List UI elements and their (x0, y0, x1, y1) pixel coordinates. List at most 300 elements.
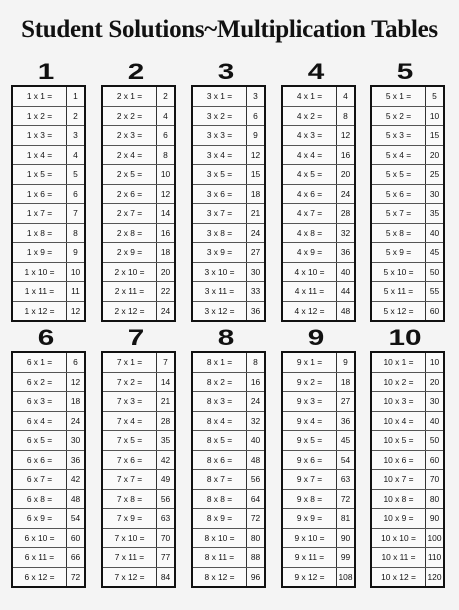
answer-cell: 70 (157, 528, 176, 548)
equation-cell: 2 x 11 = (102, 282, 157, 302)
answer-cell: 50 (426, 262, 445, 282)
table-row (282, 450, 355, 470)
times-table-6 (11, 327, 81, 588)
equation-cell: 3 x 6 = (192, 184, 247, 204)
table-row (282, 145, 355, 165)
equation-cell: 2 x 9 = (102, 243, 157, 263)
equation-cell: 4 x 11 = (282, 282, 337, 302)
equation-cell: 2 x 10 = (102, 262, 157, 282)
table-row (371, 243, 444, 263)
equation-cell: 6 x 12 = (12, 567, 67, 587)
table-row (102, 509, 175, 529)
answer-cell: 60 (67, 528, 86, 548)
answer-cell: 20 (157, 262, 176, 282)
equation-cell: 3 x 5 = (192, 165, 247, 185)
table-row (282, 489, 355, 509)
table-heading-number: 2 (127, 59, 145, 84)
equation-cell: 6 x 11 = (12, 548, 67, 568)
equation-cell: 7 x 12 = (102, 567, 157, 587)
equation-cell: 4 x 6 = (282, 184, 337, 204)
equation-cell: 9 x 10 = (282, 528, 337, 548)
answer-cell: 28 (157, 411, 176, 431)
equation-cell: 7 x 8 = (102, 489, 157, 509)
equation-cell: 5 x 5 = (371, 165, 426, 185)
table-row (371, 411, 444, 431)
answer-cell: 48 (247, 450, 266, 470)
equation-cell: 5 x 9 = (371, 243, 426, 263)
table-row (282, 126, 355, 146)
answer-cell: 110 (426, 548, 445, 568)
answer-cell: 88 (247, 548, 266, 568)
equation-cell: 1 x 8 = (12, 223, 67, 243)
table-row (12, 262, 85, 282)
equation-cell: 6 x 10 = (12, 528, 67, 548)
table-row (371, 450, 444, 470)
answer-cell: 48 (340, 305, 351, 316)
answer-cell: 9 (337, 352, 356, 372)
table-row (282, 262, 355, 282)
table-row (282, 548, 355, 568)
equation-cell: 9 x 5 = (282, 431, 337, 451)
equation-cell: 2 x 2 = (102, 106, 157, 126)
equation-cell: 8 x 12 = (192, 567, 247, 587)
equation-cell: 6 x 7 = (12, 470, 67, 490)
table-row (371, 352, 444, 372)
equation-cell: 5 x 4 = (371, 145, 426, 165)
equation-cell: 2 x 8 = (102, 223, 157, 243)
table-heading-number: 5 (396, 59, 414, 84)
answer-cell: 6 (247, 106, 266, 126)
table-row (371, 548, 444, 568)
answer-cell: 48 (67, 489, 86, 509)
equation-cell: 9 x 9 = (282, 509, 337, 529)
answer-cell: 60 (429, 305, 440, 316)
equation-cell: 3 x 4 = (192, 145, 247, 165)
answer-cell: 30 (67, 431, 86, 451)
answer-cell: 6 (67, 184, 86, 204)
equation-cell: 7 x 7 = (102, 470, 157, 490)
equation-cell: 9 x 2 = (282, 372, 337, 392)
table-row (192, 301, 265, 321)
equation-cell: 2 x 4 = (102, 145, 157, 165)
table-row (282, 509, 355, 529)
table-row (282, 184, 355, 204)
equation-cell: 10 x 10 = (371, 528, 426, 548)
multiplication-table (101, 351, 176, 588)
equation-cell: 1 x 5 = (12, 165, 67, 185)
answer-cell: 72 (247, 509, 266, 529)
table-row (102, 372, 175, 392)
answer-cell: 30 (426, 392, 445, 412)
answer-cell: 36 (337, 411, 356, 431)
equation-cell: 4 x 2 = (282, 106, 337, 126)
equation-cell: 3 x 1 = (192, 86, 247, 106)
table-heading-number: 8 (217, 325, 235, 350)
multiplication-table (11, 85, 86, 322)
answer-cell: 15 (247, 165, 266, 185)
answer-cell: 5 (426, 86, 445, 106)
equation-cell: 10 x 4 = (371, 411, 426, 431)
equation-cell: 10 x 11 = (371, 548, 426, 568)
equation-cell: 1 x 10 = (12, 262, 67, 282)
table-row (12, 301, 85, 321)
equation-cell: 9 x 6 = (282, 450, 337, 470)
answer-cell: 14 (157, 204, 176, 224)
table-row (192, 243, 265, 263)
equation-cell: 4 x 7 = (282, 204, 337, 224)
answer-cell: 72 (70, 571, 81, 582)
table-row (12, 392, 85, 412)
answer-cell: 3 (67, 126, 86, 146)
table-row (102, 282, 175, 302)
answer-cell: 33 (247, 282, 266, 302)
equation-cell: 1 x 2 = (12, 106, 67, 126)
table-heading-number: 7 (127, 325, 145, 350)
table-row (371, 489, 444, 509)
equation-cell: 9 x 4 = (282, 411, 337, 431)
answer-cell: 12 (70, 305, 81, 316)
answer-cell: 11 (67, 282, 86, 302)
table-row (192, 489, 265, 509)
equation-cell: 5 x 11 = (371, 282, 426, 302)
answer-cell: 100 (426, 528, 445, 548)
answer-cell: 36 (337, 243, 356, 263)
table-row (12, 470, 85, 490)
table-row (12, 567, 85, 587)
equation-cell: 7 x 2 = (102, 372, 157, 392)
answer-cell: 80 (247, 528, 266, 548)
equation-cell: 7 x 11 = (102, 548, 157, 568)
answer-cell: 40 (426, 223, 445, 243)
equation-cell: 6 x 1 = (12, 352, 67, 372)
answer-cell: 15 (426, 126, 445, 146)
table-row (102, 184, 175, 204)
multiplication-table (281, 85, 356, 322)
table-row (192, 431, 265, 451)
table-row (192, 106, 265, 126)
equation-cell: 2 x 1 = (102, 86, 157, 106)
answer-cell: 72 (337, 489, 356, 509)
answer-cell: 77 (157, 548, 176, 568)
equation-cell: 7 x 10 = (102, 528, 157, 548)
equation-cell: 10 x 8 = (371, 489, 426, 509)
equation-cell: 5 x 3 = (371, 126, 426, 146)
equation-cell: 3 x 7 = (192, 204, 247, 224)
answer-cell: 16 (337, 145, 356, 165)
table-row (192, 165, 265, 185)
answer-cell: 4 (67, 145, 86, 165)
table-heading-number: 10 (388, 325, 422, 350)
table-row (102, 567, 175, 587)
table-row (102, 431, 175, 451)
answer-cell: 24 (247, 223, 266, 243)
table-row (192, 548, 265, 568)
equation-cell: 10 x 12 = (371, 567, 426, 587)
table-row (102, 204, 175, 224)
table-heading-number: 4 (307, 59, 325, 84)
table-row (371, 223, 444, 243)
answer-cell: 56 (247, 470, 266, 490)
equation-cell: 3 x 2 = (192, 106, 247, 126)
equation-cell: 4 x 4 = (282, 145, 337, 165)
equation-cell: 5 x 2 = (371, 106, 426, 126)
table-heading-number: 9 (307, 325, 325, 350)
equation-cell: 8 x 9 = (192, 509, 247, 529)
answer-cell: 16 (247, 372, 266, 392)
table-row (192, 392, 265, 412)
answer-cell: 20 (426, 145, 445, 165)
answer-cell: 25 (426, 165, 445, 185)
times-table-2 (101, 61, 171, 322)
answer-cell: 18 (337, 372, 356, 392)
multiplication-table (370, 85, 445, 322)
equation-cell: 6 x 6 = (12, 450, 67, 470)
equation-cell: 10 x 5 = (371, 431, 426, 451)
answer-cell: 42 (157, 450, 176, 470)
table-row (282, 372, 355, 392)
answer-cell: 8 (337, 106, 356, 126)
answer-cell: 81 (337, 509, 356, 529)
answer-cell: 35 (157, 431, 176, 451)
table-row (102, 411, 175, 431)
answer-cell: 24 (337, 184, 356, 204)
answer-cell: 16 (157, 223, 176, 243)
answer-cell: 64 (247, 489, 266, 509)
equation-cell: 6 x 5 = (12, 431, 67, 451)
equation-cell: 4 x 1 = (282, 86, 337, 106)
answer-cell: 27 (337, 392, 356, 412)
table-row (12, 528, 85, 548)
answer-cell: 90 (426, 509, 445, 529)
table-row (102, 223, 175, 243)
table-row (371, 145, 444, 165)
answer-cell: 12 (247, 145, 266, 165)
answer-cell: 12 (157, 184, 176, 204)
table-row (282, 165, 355, 185)
answer-cell: 18 (157, 243, 176, 263)
answer-cell: 60 (426, 450, 445, 470)
table-heading-number: 3 (217, 59, 235, 84)
table-row (12, 548, 85, 568)
equation-cell: 7 x 9 = (102, 509, 157, 529)
equation-cell: 8 x 5 = (192, 431, 247, 451)
table-row (102, 301, 175, 321)
table-row (192, 262, 265, 282)
table-heading-number: 1 (37, 59, 55, 84)
answer-cell: 99 (337, 548, 356, 568)
table-row (102, 548, 175, 568)
table-row (12, 204, 85, 224)
table-row (282, 567, 355, 587)
equation-cell: 8 x 10 = (192, 528, 247, 548)
table-row (282, 411, 355, 431)
times-table-10 (370, 327, 440, 588)
answer-cell: 6 (157, 126, 176, 146)
answer-cell: 2 (67, 106, 86, 126)
answer-cell: 8 (247, 352, 266, 372)
answer-cell: 70 (426, 470, 445, 490)
answer-cell: 8 (157, 145, 176, 165)
equation-cell: 8 x 1 = (192, 352, 247, 372)
answer-cell: 24 (247, 392, 266, 412)
answer-cell: 120 (427, 571, 442, 582)
answer-cell: 22 (157, 282, 176, 302)
table-row (12, 106, 85, 126)
table-row (12, 126, 85, 146)
answer-cell: 42 (67, 470, 86, 490)
times-table-9 (281, 327, 351, 588)
equation-cell: 10 x 1 = (371, 352, 426, 372)
answer-cell: 14 (157, 372, 176, 392)
equation-cell: 9 x 12 = (282, 567, 337, 587)
answer-cell: 40 (247, 431, 266, 451)
answer-cell: 10 (426, 352, 445, 372)
equation-cell: 8 x 6 = (192, 450, 247, 470)
answer-cell: 21 (157, 392, 176, 412)
equation-cell: 1 x 9 = (12, 243, 67, 263)
table-heading-number: 6 (37, 325, 55, 350)
equation-cell: 7 x 1 = (102, 352, 157, 372)
answer-cell: 27 (247, 243, 266, 263)
equation-cell: 3 x 3 = (192, 126, 247, 146)
table-row (12, 489, 85, 509)
table-row (371, 528, 444, 548)
answer-cell: 108 (338, 571, 353, 582)
table-row (12, 223, 85, 243)
equation-cell: 1 x 7 = (12, 204, 67, 224)
table-row (371, 431, 444, 451)
table-row (371, 372, 444, 392)
table-row (192, 567, 265, 587)
multiplication-table (101, 85, 176, 322)
equation-cell: 8 x 11 = (192, 548, 247, 568)
equation-cell: 5 x 1 = (371, 86, 426, 106)
equation-cell: 8 x 7 = (192, 470, 247, 490)
answer-cell: 24 (67, 411, 86, 431)
answer-cell: 4 (157, 106, 176, 126)
equation-cell: 4 x 3 = (282, 126, 337, 146)
table-row (102, 243, 175, 263)
table-row (192, 282, 265, 302)
table-row (282, 243, 355, 263)
table-row (371, 262, 444, 282)
answer-cell: 12 (67, 372, 86, 392)
answer-cell: 8 (67, 223, 86, 243)
table-row (282, 86, 355, 106)
times-table-5 (370, 61, 440, 322)
table-row (102, 352, 175, 372)
answer-cell: 32 (337, 223, 356, 243)
table-row (371, 204, 444, 224)
answer-cell: 54 (337, 450, 356, 470)
equation-cell: 8 x 8 = (192, 489, 247, 509)
table-row (12, 411, 85, 431)
answer-cell: 90 (337, 528, 356, 548)
equation-cell: 6 x 8 = (12, 489, 67, 509)
equation-cell: 9 x 11 = (282, 548, 337, 568)
times-table-4 (281, 61, 351, 322)
table-row (12, 184, 85, 204)
equation-cell: 10 x 6 = (371, 450, 426, 470)
times-table-3 (191, 61, 261, 322)
table-row (12, 86, 85, 106)
answer-cell: 32 (247, 411, 266, 431)
multiplication-table (191, 85, 266, 322)
equation-cell: 6 x 9 = (12, 509, 67, 529)
equation-cell: 7 x 4 = (102, 411, 157, 431)
answer-cell: 56 (157, 489, 176, 509)
answer-cell: 1 (67, 86, 86, 106)
answer-cell: 36 (67, 450, 86, 470)
table-row (282, 392, 355, 412)
multiplication-table (370, 351, 445, 588)
equation-cell: 3 x 9 = (192, 243, 247, 263)
table-row (371, 106, 444, 126)
answer-cell: 20 (337, 165, 356, 185)
answer-cell: 66 (67, 548, 86, 568)
answer-cell: 63 (157, 509, 176, 529)
table-row (192, 411, 265, 431)
answer-cell: 9 (247, 126, 266, 146)
answer-cell: 30 (426, 184, 445, 204)
equation-cell: 3 x 11 = (192, 282, 247, 302)
equation-cell: 4 x 12 = (282, 301, 337, 321)
table-row (371, 165, 444, 185)
table-row (102, 528, 175, 548)
table-row (371, 470, 444, 490)
table-row (12, 145, 85, 165)
table-row (282, 352, 355, 372)
table-row (12, 450, 85, 470)
table-row (12, 282, 85, 302)
table-row (371, 301, 444, 321)
table-row (192, 509, 265, 529)
equation-cell: 2 x 12 = (102, 301, 157, 321)
answer-cell: 40 (426, 411, 445, 431)
table-row (371, 282, 444, 302)
table-row (12, 372, 85, 392)
equation-cell: 10 x 9 = (371, 509, 426, 529)
answer-cell: 3 (247, 86, 266, 106)
answer-cell: 35 (426, 204, 445, 224)
times-table-7 (101, 327, 171, 588)
answer-cell: 7 (157, 352, 176, 372)
table-row (192, 450, 265, 470)
answer-cell: 20 (426, 372, 445, 392)
equation-cell: 10 x 2 = (371, 372, 426, 392)
answer-cell: 6 (67, 352, 86, 372)
answer-cell: 49 (157, 470, 176, 490)
equation-cell: 3 x 10 = (192, 262, 247, 282)
answer-cell: 54 (67, 509, 86, 529)
equation-cell: 5 x 10 = (371, 262, 426, 282)
table-row (282, 431, 355, 451)
equation-cell: 5 x 8 = (371, 223, 426, 243)
table-row (192, 86, 265, 106)
answer-cell: 28 (337, 204, 356, 224)
multiplication-table (11, 351, 86, 588)
table-row (102, 450, 175, 470)
answer-cell: 96 (250, 571, 261, 582)
equation-cell: 1 x 3 = (12, 126, 67, 146)
table-row (282, 301, 355, 321)
answer-cell: 84 (160, 571, 171, 582)
equation-cell: 3 x 12 = (192, 301, 247, 321)
table-row (192, 145, 265, 165)
table-row (371, 184, 444, 204)
table-row (282, 528, 355, 548)
page-title: Student Solutions~Multiplication Tables (21, 16, 438, 43)
